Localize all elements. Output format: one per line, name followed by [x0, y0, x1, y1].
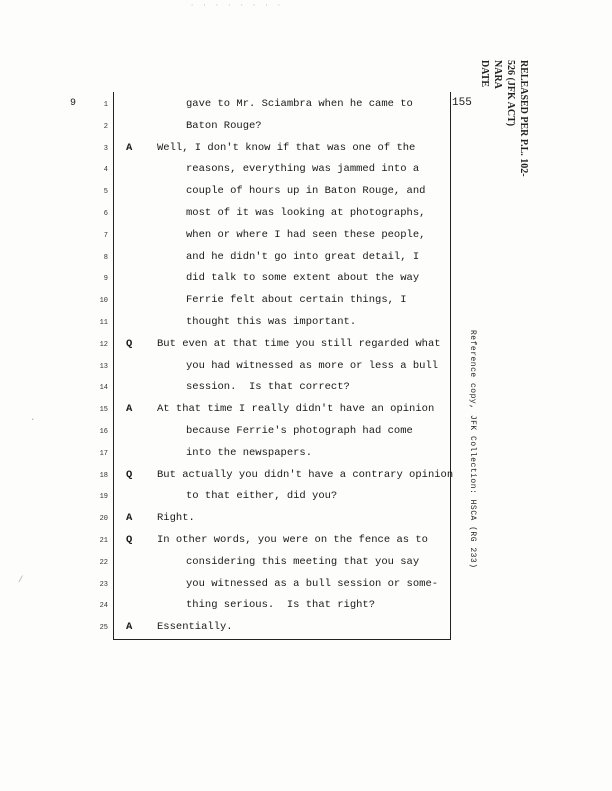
transcript-line [0, 381, 360, 403]
line-number: 2 [103, 122, 108, 131]
scan-artifact: · · · · · · · · [190, 2, 284, 10]
line-number: 6 [103, 210, 108, 218]
transcript-line [0, 141, 416, 164]
line-text: At that time I really didn't have an opinion [157, 403, 435, 416]
transcript-line [0, 599, 376, 621]
transcript-line [0, 185, 426, 207]
transcript-line [0, 468, 454, 491]
line-number: 21 [99, 537, 108, 545]
line-number: 7 [103, 231, 108, 240]
line-number: 16 [99, 428, 108, 436]
transcript-line [0, 621, 360, 643]
line-number: 24 [99, 602, 108, 611]
line-text: most of it was looking at photographs, [186, 207, 426, 219]
line-text: Right. [157, 512, 195, 525]
line-text: Essentially. [157, 621, 233, 634]
line-text: session. Is that correct? [186, 381, 350, 394]
speaker-label: Q [126, 534, 133, 546]
transcript-line [0, 337, 441, 360]
line-text: In other words, you were on the fence as to [157, 534, 428, 546]
line-number: 23 [99, 580, 108, 589]
speaker-label: A [126, 512, 133, 525]
transcript-line [0, 512, 360, 534]
stamp-line-3: DATE [479, 60, 490, 88]
transcript-line [0, 316, 360, 338]
line-number: 3 [103, 144, 108, 153]
transcript-line [0, 250, 420, 273]
transcript-line [0, 577, 439, 600]
transcript-line [0, 447, 360, 469]
transcript-line [0, 359, 439, 382]
release-stamp [479, 60, 530, 180]
transcript-line [0, 207, 426, 229]
line-number: 1 [103, 101, 108, 109]
line-number: 10 [99, 297, 108, 306]
line-number: 9 [103, 275, 108, 284]
transcript-line [0, 534, 428, 556]
line-text: thought this was important. [186, 316, 357, 328]
line-number: 5 [103, 188, 108, 197]
line-number: 13 [99, 362, 108, 371]
line-text: gave to Mr. Sciambra when he came to [186, 98, 413, 110]
line-text: and he didn't go into great detail, I [186, 250, 420, 263]
line-number: 11 [99, 319, 108, 327]
scan-mark: · [30, 415, 36, 425]
line-number: 15 [99, 406, 108, 415]
reference-copy-note: Reference copy, JFK Collection: HSCA (RG 233) [468, 330, 477, 569]
line-number: 22 [99, 558, 108, 567]
scan-mark: / [18, 575, 24, 585]
line-text: considering this meeting that you say [186, 555, 420, 568]
transcript-line [0, 228, 426, 251]
page-number: 155 [452, 97, 472, 109]
line-text: did talk to some extent about the way [186, 272, 420, 285]
line-text: couple of hours up in Baton Rouge, and [186, 185, 426, 198]
line-number: 14 [99, 384, 108, 393]
line-number: 19 [99, 493, 108, 502]
line-text: you had witnessed as more or less a bull [186, 359, 439, 372]
line-number: 12 [99, 340, 108, 349]
transcript-line [0, 490, 360, 512]
transcript-line [0, 555, 420, 578]
transcript-line [0, 120, 360, 142]
line-text: when or where I had seen these people, [186, 228, 426, 241]
line-text: But even at that time you still regarded what [157, 337, 441, 350]
transcript-line [0, 272, 420, 294]
line-number: 18 [99, 471, 108, 480]
line-number: 25 [99, 624, 108, 633]
transcript-line [0, 294, 407, 316]
margin-number: 9 [70, 98, 77, 109]
speaker-label: A [126, 621, 133, 634]
transcript-line [0, 425, 413, 447]
stamp-line-2: NARA [492, 60, 503, 89]
line-text: Baton Rouge? [186, 119, 262, 132]
line-text: you witnessed as a bull session or some- [186, 577, 439, 590]
line-text: into the newspapers. [186, 446, 313, 459]
line-text: Ferrie felt about certain things, I [186, 294, 407, 307]
line-text: because Ferrie's photograph had come [186, 425, 413, 437]
speaker-label: A [126, 403, 133, 416]
speaker-label: Q [126, 468, 133, 481]
transcript-line [0, 403, 435, 425]
line-number: 17 [99, 449, 108, 458]
line-number: 8 [103, 253, 108, 262]
transcript-line [0, 163, 420, 185]
transcript-line [0, 98, 413, 120]
line-text: reasons, everything was jammed into a [186, 163, 420, 176]
speaker-label: A [126, 141, 133, 154]
speaker-label: Q [126, 337, 133, 350]
line-text: Well, I don't know if that was one of the [157, 141, 416, 154]
stamp-line-1: RELEASED PER P.L. 102-526 (JFK ACT) [505, 60, 529, 177]
line-text: thing serious. Is that right? [186, 599, 376, 612]
line-text: But actually you didn't have a contrary opinion [157, 468, 454, 481]
line-number: 4 [103, 166, 108, 175]
line-text: to that either, did you? [186, 490, 338, 503]
line-number: 20 [99, 515, 108, 524]
